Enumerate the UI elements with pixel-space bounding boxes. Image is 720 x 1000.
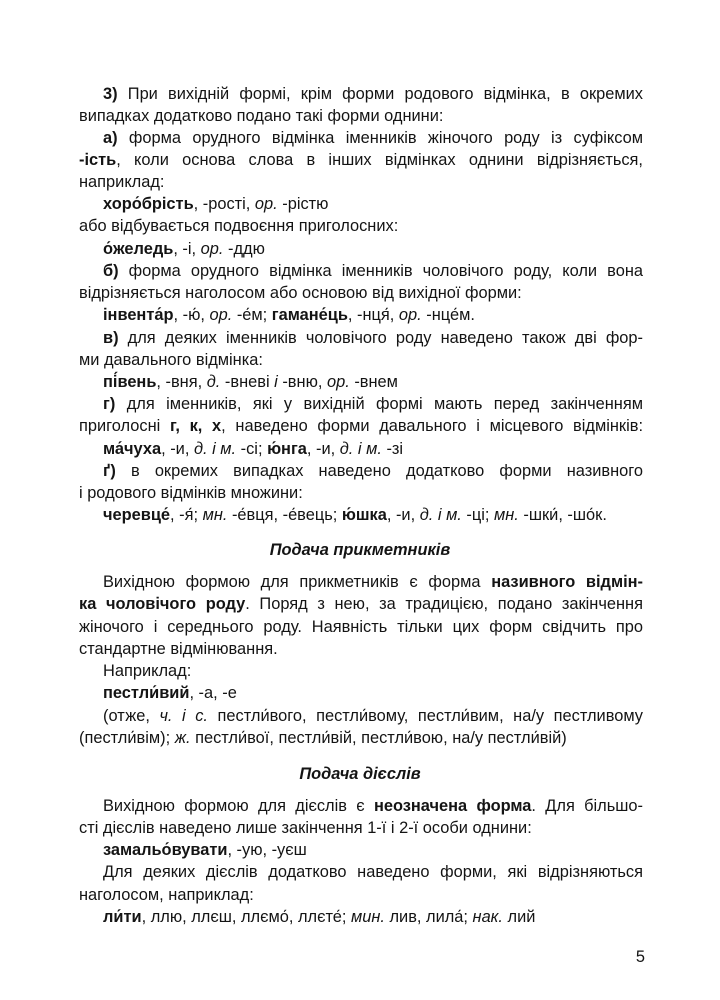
example-piven: пі́вень, -вня, д. -вневі і -вню, ор. -внем [103,373,398,391]
heading-adjectives: Подача прикметників [269,541,451,559]
verb-line-1: Вихідною формою для дієслів є неозначена форма. Для більшо- [103,797,643,815]
item-label-v: в) [103,329,119,347]
adj-line-3: жіночого і середнього роду. Наявність тільки цих форм свідчить про [79,618,643,636]
item-label-gg: ґ) [103,462,116,480]
headword: ю́шка [341,506,387,524]
headword: хоро́брість [103,195,194,213]
headword: гамане́ць [271,306,348,324]
example-ozheled: о́желедь, -і, ор. -ддю [103,240,265,258]
item-a-line-2: -ість, коли основа слова в інших відмінках однини відрізняється, [79,151,643,169]
adj-line-1: Вихідною формою для прикметників є форма називного відмін- [103,573,643,591]
example-machukha: ма́чуха, -и, д. і м. -сі; ю́нга, -и, д. і м. -зі [103,440,404,458]
verb-line-4: Для деяких дієслів додатково наведено форми, які відрізняються [103,863,643,881]
adj-line-2: ка чоловічого роду. Поряд з нею, за традицією, подано закінчення [79,595,643,613]
item-a-line-3: наприклад: [79,173,165,191]
headword: ли́ти [103,908,142,926]
page-number: 5 [635,948,645,966]
item-v-line-2: ми давального відмінка: [79,351,263,369]
adj-line-4: стандартне відмінювання. [79,640,278,658]
section3-line-2: випадках додатково подано такі форми однини: [79,107,444,125]
example-zamalovuvaty: замальо́вувати, -ую, -уєш [103,841,307,859]
verb-line-2: сті дієслів наведено лише закінчення 1-ї і 2-ї особи однини: [79,819,532,837]
example-khorobrist: хоро́брість, -рості, ор. -рістю [103,195,329,213]
item-g-line-1: г) для іменників, які у вихідній формі мають перед закінченням [103,395,643,413]
item-v-line-1: в) для деяких іменників чоловічого роду наведено також дві фор- [103,329,643,347]
headword: ю́нга [267,440,307,458]
item-a-line-5: або відбувається подвоєння приголосних: [79,217,399,235]
example-inventar: інвента́р, -ю́, ор. -е́м; гамане́ць, -нця́, ор. -нце́м. [103,306,475,324]
consonants: г, к, х [169,417,222,435]
example-pestlyvyi: пестли́вий, -а, -е [103,684,237,702]
example-lyty: ли́ти, ллю, ллєш, ллємо́, ллєте́; мин. лив, лила́; нак. лий [103,908,536,926]
example-cherevtse: черевце́, -я́; мн. -е́вця, -е́вець; ю́шка, -и, д. і м. -ці; мн. -шки́, -шо́к. [103,506,607,524]
headword: пі́вень [103,373,157,391]
item-b-line-1: б) форма орудного відмінка іменників чоловічого роду, коли вона [103,262,643,280]
heading-verbs: Подача дієслів [299,765,421,783]
item-label-a: а) [103,129,118,147]
headword: пестли́вий [103,684,190,702]
adj-note-2: (пестли́вім); ж. пестли́вої, пестли́вій, пестли́вою, на/у пестли́вій) [79,729,567,747]
headword: о́желедь [103,240,174,258]
item-gg-line-2: і родового відмінків множини: [79,484,303,502]
section-number: 3) [103,85,118,103]
suffix: -ість [79,151,117,169]
verb-line-5: наголосом, наприклад: [79,886,254,904]
adj-note-1: (отже, ч. і с. пестли́вого, пестли́вому, пестли́вим, на/у пестливому [103,707,643,725]
item-a-line-1: а) форма орудного відмінка іменників жіночого роду із суфіксом [103,129,643,147]
item-label-g: г) [103,395,116,413]
item-b-line-2: відрізняється наголосом або основою від вихідної форми: [79,284,522,302]
headword: замальо́вувати [103,841,228,859]
item-gg-line-1: ґ) в окремих випадках наведено додатково форми називного [103,462,643,480]
adj-line-5: Наприклад: [103,662,192,680]
section3-line-1: 3) При вихідній формі, крім форми родового відмінка, в окремих [103,85,643,103]
item-label-b: б) [103,262,119,280]
item-g-line-2: приголосні г, к, х, наведено форми давального і місцевого відмінків: [79,417,644,435]
headword: ма́чуха [103,440,162,458]
headword: черевце́ [103,506,171,524]
headword: інвента́р [103,306,174,324]
